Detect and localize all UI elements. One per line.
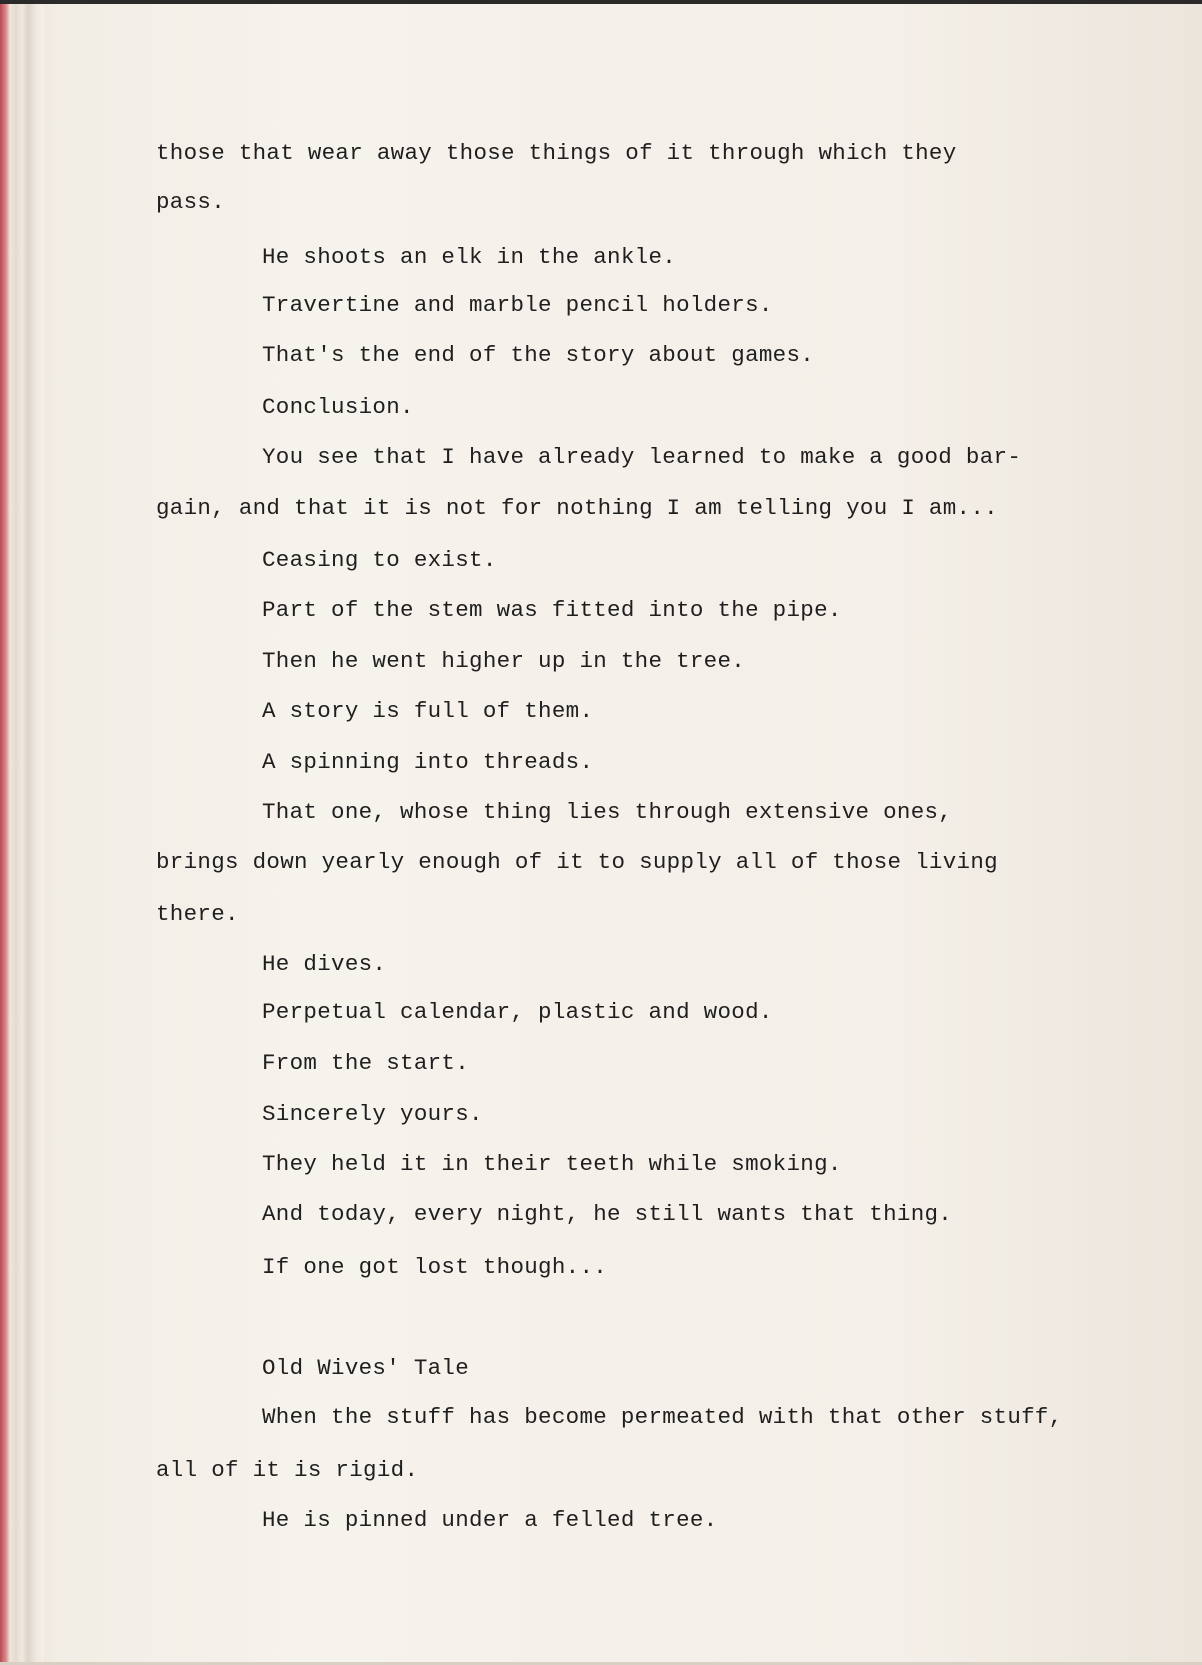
text-line: A spinning into threads. (262, 749, 594, 775)
text-line: And today, every night, he still wants that thing. (262, 1201, 953, 1227)
text-line: Perpetual calendar, plastic and wood. (262, 999, 773, 1025)
text-line: Then he went higher up in the tree. (262, 648, 746, 674)
text-line: From the start. (262, 1050, 470, 1076)
text-line: pass. (156, 189, 226, 215)
text-line: They held it in their teeth while smoking. (262, 1151, 842, 1177)
text-line: You see that I have already learned to make a good bar- (262, 444, 1022, 470)
text-line: brings down yearly enough of it to supply all of those living (156, 849, 998, 875)
text-line: That one, whose thing lies through extensive ones, (262, 799, 953, 825)
text-line: there. (156, 901, 239, 927)
text-line: He is pinned under a felled tree. (262, 1507, 718, 1533)
text-line: If one got lost though... (262, 1254, 608, 1280)
section-title: Old Wives' Tale (262, 1355, 470, 1381)
text-line: Travertine and marble pencil holders. (262, 292, 773, 318)
text-line: gain, and that it is not for nothing I am telling you I am... (156, 495, 998, 521)
text-line: That's the end of the story about games. (262, 342, 815, 368)
text-line: Sincerely yours. (262, 1101, 483, 1127)
text-line: A story is full of them. (262, 698, 594, 724)
text-line: He shoots an elk in the ankle. (262, 244, 677, 270)
text-line: He dives. (262, 951, 387, 977)
text-line: When the stuff has become permeated with that other stuff, (262, 1404, 1063, 1430)
text-line: Ceasing to exist. (262, 547, 497, 573)
text-line: all of it is rigid. (156, 1457, 419, 1483)
text-line: those that wear away those things of it through which they (156, 140, 957, 166)
text-line: Part of the stem was fitted into the pipe. (262, 597, 842, 623)
text-line: Conclusion. (262, 394, 414, 420)
